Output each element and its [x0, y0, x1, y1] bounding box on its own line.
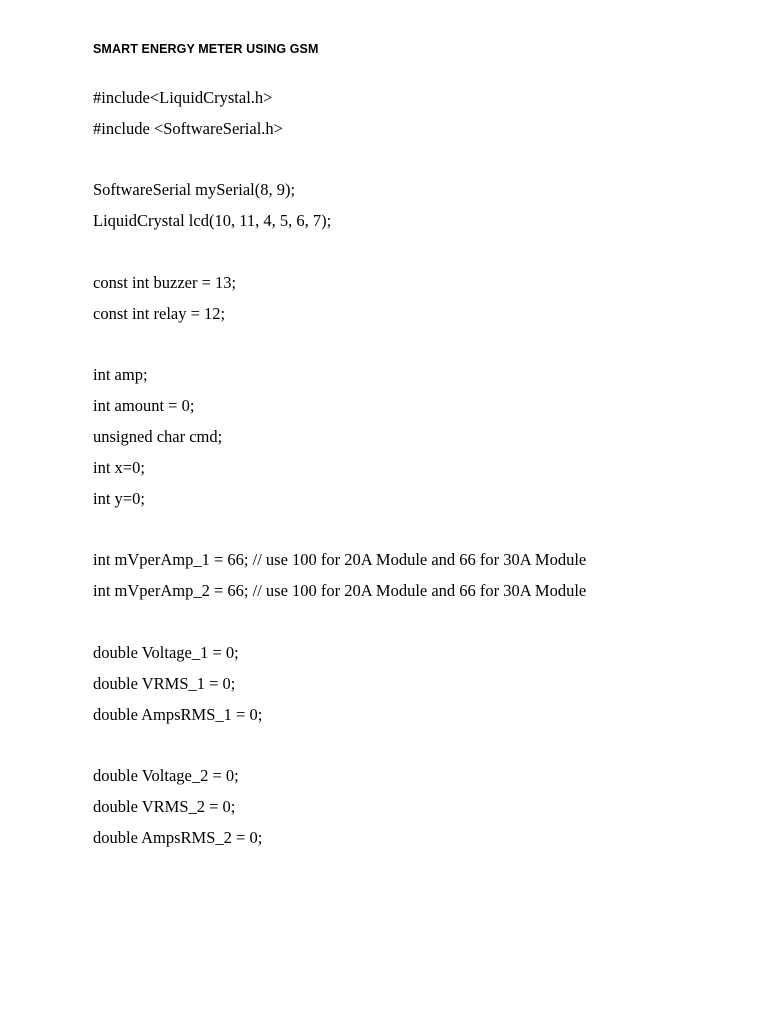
- code-line-mvperamp-2: int mVperAmp_2 = 66; // use 100 for 20A Module and 66 for 30A Module: [93, 581, 587, 600]
- code-line-cmd: unsigned char cmd;: [93, 427, 223, 446]
- code-line-voltage-2: double Voltage_2 = 0;: [93, 766, 239, 785]
- code-line-buzzer-const: const int buzzer = 13;: [93, 273, 237, 292]
- code-line-y: int y=0;: [93, 489, 145, 508]
- code-line-relay-const: const int relay = 12;: [93, 304, 226, 323]
- code-line-lcd-decl: LiquidCrystal lcd(10, 11, 4, 5, 6, 7);: [93, 211, 332, 230]
- code-line-amp: int amp;: [93, 365, 148, 384]
- code-line-vrms-2: double VRMS_2 = 0;: [93, 797, 236, 816]
- code-line-softwareserial-decl: SoftwareSerial mySerial(8, 9);: [93, 180, 296, 199]
- code-line-x: int x=0;: [93, 458, 145, 477]
- code-line-ampsrms-1: double AmpsRMS_1 = 0;: [93, 705, 263, 724]
- code-line-include-softwareserial: #include <SoftwareSerial.h>: [93, 119, 283, 138]
- code-line-mvperamp-1: int mVperAmp_1 = 66; // use 100 for 20A Module and 66 for 30A Module: [93, 550, 587, 569]
- code-line-ampsrms-2: double AmpsRMS_2 = 0;: [93, 828, 263, 847]
- code-line-include-liquidcrystal: #include<LiquidCrystal.h>: [93, 88, 273, 107]
- code-line-amount: int amount = 0;: [93, 396, 195, 415]
- code-line-vrms-1: double VRMS_1 = 0;: [93, 674, 236, 693]
- code-line-voltage-1: double Voltage_1 = 0;: [93, 643, 239, 662]
- document-title: SMART ENERGY METER USING GSM: [93, 42, 319, 56]
